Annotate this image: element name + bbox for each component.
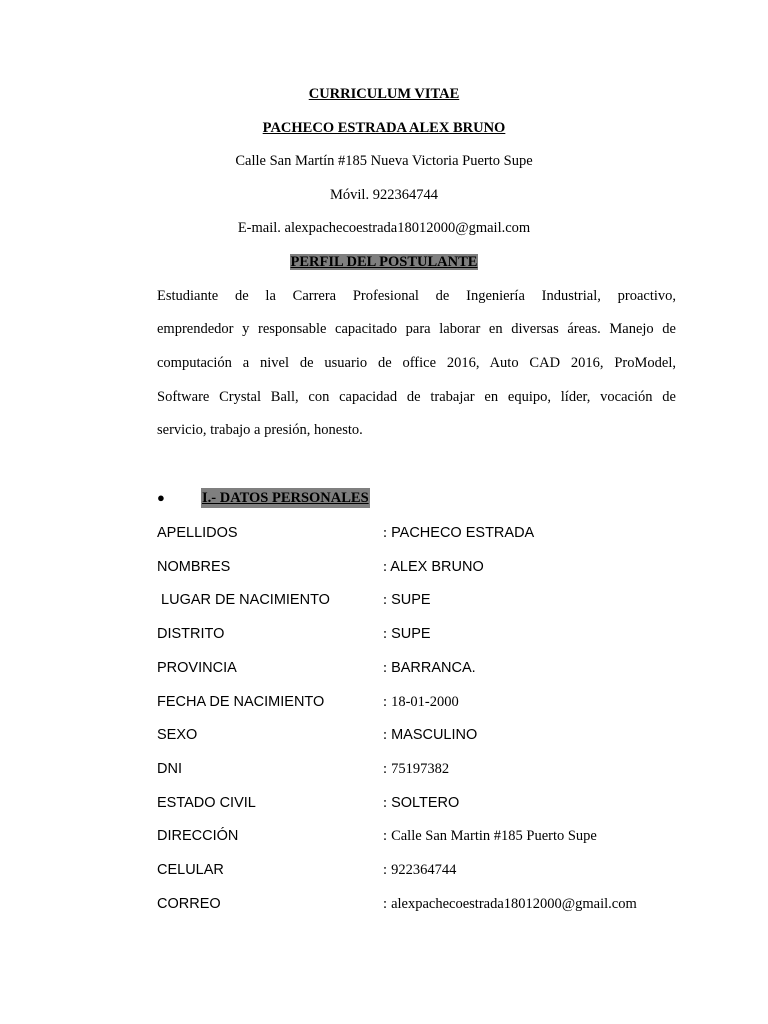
personal-data-row: [157, 624, 717, 644]
personal-data-value: 922364744: [391, 862, 457, 878]
personal-data-value-wrap: [383, 894, 637, 914]
colon-separator: :: [383, 828, 388, 844]
candidate-email: E-mail. alexpachecoestrada18012000@gmail.com: [237, 220, 531, 236]
personal-data-label: NOMBRES: [157, 559, 231, 575]
colon-separator: :: [383, 660, 388, 676]
personal-data-label: SEXO: [157, 727, 198, 743]
personal-data-label: CORREO: [157, 896, 221, 912]
personal-data-label: CELULAR: [157, 862, 224, 878]
personal-data-row: [157, 894, 717, 914]
colon-separator: :: [383, 559, 388, 575]
personal-data-value-wrap: [383, 826, 597, 846]
personal-data-value-wrap: [383, 590, 431, 610]
colon-separator: :: [383, 525, 388, 541]
personal-data-value: SUPE: [391, 626, 431, 642]
personal-data-row: [157, 793, 717, 813]
personal-data-label: PROVINCIA: [157, 660, 237, 676]
personal-data-value-wrap: [383, 557, 484, 577]
profile-paragraph-line: computación a nivel de usuario de office 2016, Auto CAD 2016, ProModel,: [157, 355, 676, 371]
personal-data-value: MASCULINO: [391, 727, 478, 743]
personal-data-value-wrap: [383, 658, 476, 678]
document-title-line: [0, 84, 768, 104]
personal-data-row: [157, 658, 717, 678]
colon-separator: :: [383, 727, 388, 743]
personal-data-value-wrap: [383, 793, 459, 813]
personal-data-row: [157, 860, 717, 880]
colon-separator: :: [383, 896, 388, 912]
personal-data-value: SOLTERO: [391, 795, 460, 811]
personal-data-value: 18-01-2000: [391, 694, 459, 710]
candidate-name-line: [0, 118, 768, 138]
profile-paragraph-line: Software Crystal Ball, con capacidad de trabajar en equipo, líder, vocación de: [157, 389, 676, 405]
profile-paragraph-line: servicio, trabajo a presión, honesto.: [157, 422, 363, 438]
personal-data-value: 75197382: [391, 761, 450, 777]
colon-separator: :: [383, 761, 388, 777]
personal-data-value: BARRANCA.: [391, 660, 476, 676]
personal-data-row: [157, 523, 717, 543]
personal-data-label: DISTRITO: [157, 626, 225, 642]
document-title: CURRICULUM VITAE: [308, 86, 460, 102]
personal-data-value-wrap: [383, 624, 431, 644]
personal-data-value-wrap: [383, 860, 456, 880]
personal-data-label: FECHA DE NACIMIENTO: [157, 694, 325, 710]
colon-separator: :: [383, 626, 388, 642]
profile-heading-line: [0, 252, 768, 272]
personal-data-value: alexpachecoestrada18012000@gmail.com: [391, 896, 637, 912]
colon-separator: :: [383, 795, 388, 811]
bullet-icon: ●: [157, 490, 165, 505]
personal-data-row: [157, 557, 717, 577]
profile-paragraph-line: emprendedor y responsable capacitado para laborar en diversas áreas. Manejo de: [157, 321, 676, 337]
personal-data-label: LUGAR DE NACIMIENTO: [157, 592, 330, 608]
personal-data-label: APELLIDOS: [157, 525, 238, 541]
personal-data-value-wrap: [383, 523, 534, 543]
personal-data-value-wrap: [383, 692, 459, 712]
personal-data-row: [157, 826, 717, 846]
profile-paragraph-line: Estudiante de la Carrera Profesional de Ingeniería Industrial, proactivo,: [157, 288, 676, 304]
personal-data-value: PACHECO ESTRADA: [391, 525, 535, 541]
personal-data-value-wrap: [383, 759, 449, 779]
personal-data-heading: I.- DATOS PERSONALES: [202, 490, 369, 506]
personal-data-label: DNI: [157, 761, 182, 777]
candidate-name: PACHECO ESTRADA ALEX BRUNO: [262, 120, 506, 136]
personal-data-label: DIRECCIÓN: [157, 828, 239, 844]
profile-heading: PERFIL DEL POSTULANTE: [290, 254, 478, 270]
personal-data-row: [157, 692, 717, 712]
colon-separator: :: [383, 862, 388, 878]
colon-separator: :: [383, 592, 388, 608]
personal-data-row: [157, 759, 717, 779]
personal-data-value: ALEX BRUNO: [390, 559, 484, 575]
personal-data-value: Calle San Martin #185 Puerto Supe: [391, 828, 597, 844]
personal-data-value: SUPE: [391, 592, 431, 608]
personal-data-row: [157, 725, 717, 745]
personal-data-row: [157, 590, 717, 610]
personal-data-value-wrap: [383, 725, 477, 745]
candidate-phone: Móvil. 922364744: [330, 187, 438, 203]
candidate-address: Calle San Martín #185 Nueva Victoria Puerto Supe: [235, 153, 533, 169]
personal-data-label: ESTADO CIVIL: [157, 795, 256, 811]
colon-separator: :: [383, 694, 388, 710]
